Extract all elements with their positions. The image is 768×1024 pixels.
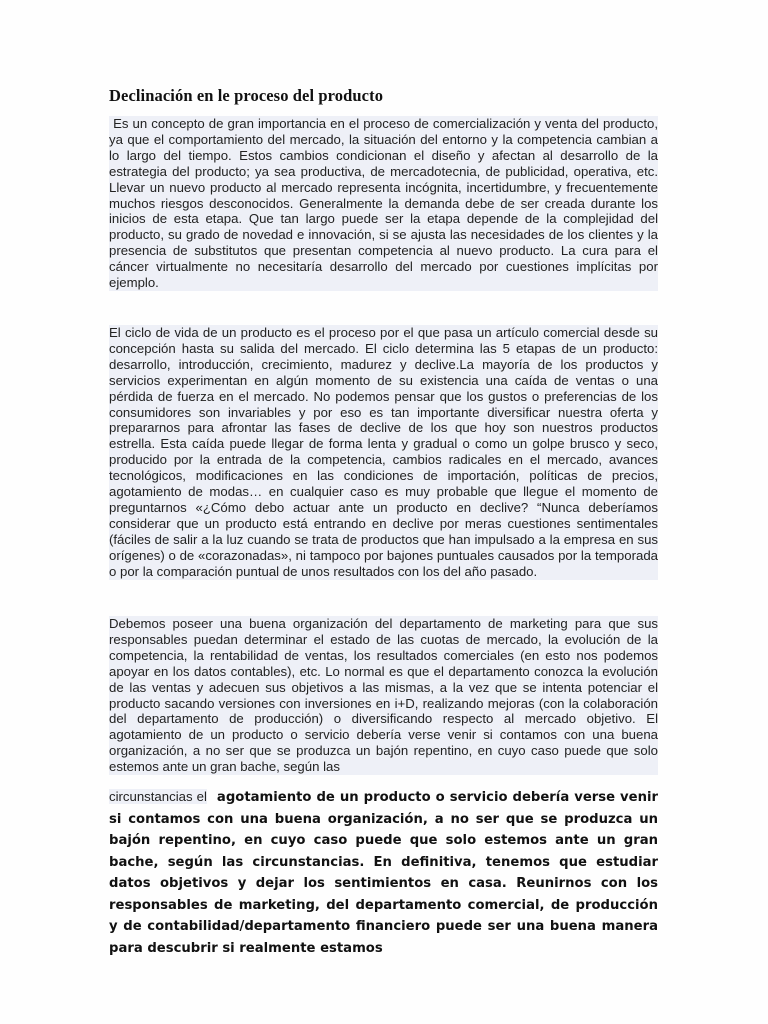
document-title: Declinación en le proceso del producto (109, 86, 384, 105)
paragraph-conclusion-lead: circunstancias el (109, 789, 207, 804)
paragraph-conclusion-bold: agotamiento de un producto o servicio debería verse venir si contamos con una buena organización, a no ser que se produzca un bajón repentino, en cuyo caso puede que solo estemos ante un gran bache, según las circunstancias. En definitiva, tenemos que estudiar datos objetivos y dejar los sentimientos en casa. Reunirnos con los responsables de marketing, del departamento comercial, de producción y de contabilidad/departamento financiero puede ser una buena manera para descubrir si realmente estamos (109, 790, 659, 956)
paragraph-organization: Debemos poseer una buena organización del departamento de marketing para que sus responsables puedan determinar el estado de las cuotas de mercado, la evolución de la competencia, la rentabilidad de ventas, los resultados comerciales (en esto nos podemos apoyar en los datos contables), etc. Lo normal es que el departamento conozca la evolución de las ventas y adecuen sus objetivos a las mismas, a la vez que se intenta potenciar el producto sacando versiones con inversiones en i+D, realizando mejoras (con la colaboración del departamento de producción) o diversificando respecto al mercado objetivo. El agotamiento de un producto o servicio debería verse venir si contamos con una buena organización, a no ser que se produzca un bajón repentino, en cuyo caso puede que solo estemos ante un gran bache, según las (109, 616, 658, 775)
paragraph-life-cycle: El ciclo de vida de un producto es el proceso por el que pasa un artículo comercial desde su concepción hasta su salida del mercado. El ciclo determina las 5 etapas de un producto: desarrollo, introducción, crecimiento, madurez y declive.La mayoría de los productos y servicios experimentan en algún momento de su existencia una caída de ventas o una pérdida de fuerza en el mercado. No podemos pensar que los gustos o preferencias de los consumidores son invariables y por eso es tan importante diversificar nuestra oferta y prepararnos para afrontar las fases de declive de los que hoy son nuestros productos estrella. Esta caída puede llegar de forma lenta y gradual o como un golpe brusco y seco, producido por la entrada de la competencia, cambios radicales en el mercado, avances tecnológicos, modificaciones en las condiciones de importación, políticas de precios, agotamiento de modas… en cualquier caso es muy probable que llegue el momento de preguntarnos «¿Cómo debo actuar ante un producto en declive? “Nunca deberíamos considerar que un producto está entrando en declive por meras cuestiones sentimentales (fáciles de salir a la luz cuando se trata de productos que han impulsado a la empresa en sus orígenes) o de «corazonadas», ni tampoco por bajones puntuales causados por la temporada o por la comparación puntual de unos resultados con los del año pasado. (109, 325, 658, 579)
paragraph-intro-text: Es un concepto de gran importancia en el proceso de comercialización y venta del producto, ya que el comportamiento del mercado, la situación del entorno y la competencia cambian a lo largo del tiempo. Estos cambios condicionan el diseño y afectan al desarrollo de la estrategia del producto; ya sea productiva, de mercadotecnia, de publicidad, operativa, etc. Llevar un nuevo producto al mercado representa incógnita, incertidumbre, y frecuentemente muchos riesgos desconocidos. Generalmente la demanda debe de ser creada durante los inicios de esta etapa. Que tan largo puede ser la etapa depende de la complejidad del producto, su grado de novedad e innovación, si se ajusta las necesidades de los clientes y la presencia de substitutos que presentan competencia al nuevo producto. La cura para el cáncer virtualmente no necesitaría desarrollo del mercado por cuestiones implícitas por ejemplo. (109, 116, 658, 291)
paragraph-intro (109, 116, 658, 291)
paragraph-conclusion (109, 786, 658, 959)
